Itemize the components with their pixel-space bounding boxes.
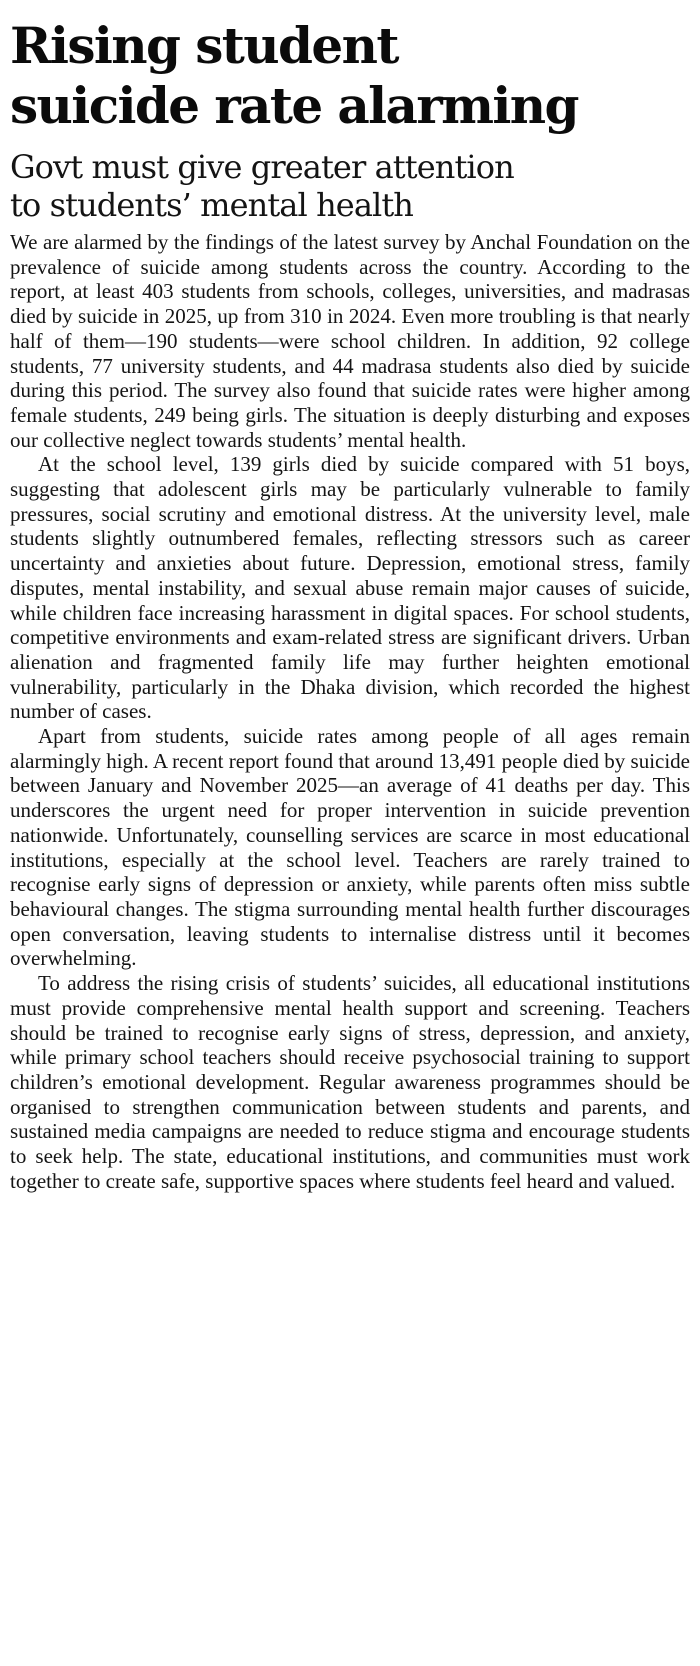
headline-line-1: Rising student [10,16,398,75]
subheadline-line-1: Govt must give greater attention [10,148,514,186]
paragraph-4: To address the rising crisis of students’ suicides, all educational institutions must provide comprehensive mental health support and screening. Teachers should be trained to recognise early signs of stress, depression, and anxiety, while primary school teachers should receive psychosocial training to support children’s emotional development. Regular awareness programmes should be organised to strengthen communication between students and parents, and sustained media campaigns are needed to reduce stigma and encourage students to seek help. The state, educational institutions, and communities must work together to create safe, supportive spaces where students feel heard and valued. [10,971,690,1193]
headline [10,16,690,136]
paragraph-1: We are alarmed by the findings of the latest survey by Anchal Foundation on the prevalence of suicide among students across the country. According to the report, at least 403 students from schools, colleges, universities, and madrasas died by suicide in 2025, up from 310 in 2024. Even more troubling is that nearly half of them—190 students—were school children. In addition, 92 college students, 77 university students, and 44 madrasa students also died by suicide during this period. The survey also found that suicide rates were higher among female students, 249 being girls. The situation is deeply disturbing and exposes our collective neglect towards students’ mental health. [10,230,690,452]
headline-line-2: suicide rate alarming [10,76,578,135]
paragraph-2: At the school level, 139 girls died by suicide compared with 51 boys, suggesting that adolescent girls may be particularly vulnerable to family pressures, social scrutiny and emotional distress. At the university level, male students slightly outnumbered females, reflecting stressors such as career uncertainty and anxieties about future. Depression, emotional stress, family disputes, mental instability, and sexual abuse remain major causes of suicide, while children face increasing harassment in digital spaces. For school students, competitive environments and exam-related stress are significant drivers. Urban alienation and fragmented family life may further heighten emotional vulnerability, particularly in the Dhaka division, which recorded the highest number of cases. [10,452,690,724]
paragraph-3: Apart from students, suicide rates among people of all ages remain alarmingly high. A recent report found that around 13,491 people died by suicide between January and November 2025—an average of 41 deaths per day. This underscores the urgent need for proper intervention in suicide prevention nationwide. Unfortunately, counselling services are scarce in most educational institutions, especially at the school level. Teachers are rarely trained to recognise early signs of depression or anxiety, while parents often miss subtle behavioural changes. The stigma surrounding mental health further discourages open conversation, leaving students to internalise distress until it becomes overwhelming. [10,724,690,971]
subheadline [10,148,690,224]
subheadline-line-2: to students’ mental health [10,186,414,224]
article-body [10,230,690,1193]
